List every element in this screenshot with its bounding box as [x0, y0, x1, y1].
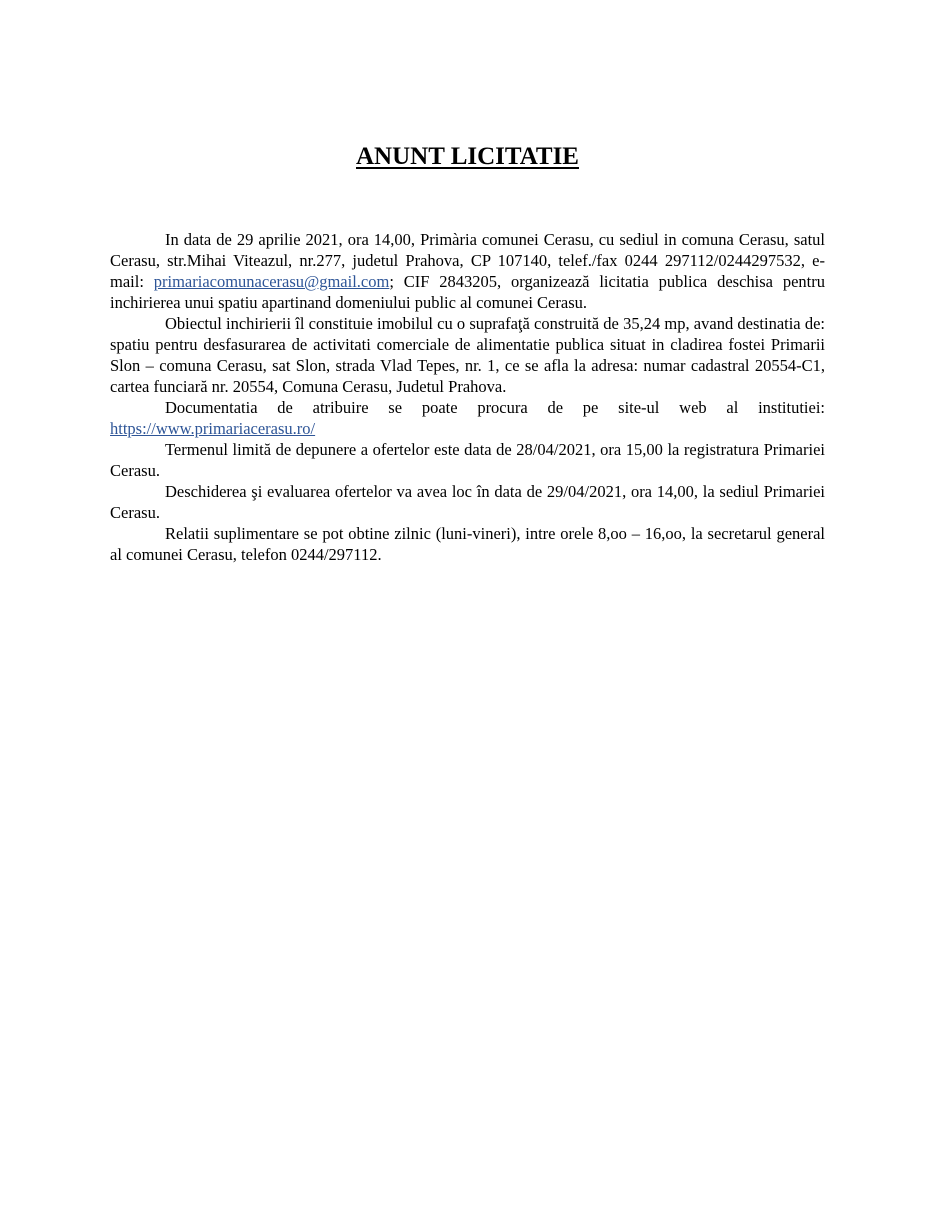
paragraph-deadline: Termenul limită de depunere a ofertelor este data de 28/04/2021, ora 15,00 la registratura Primariei Cerasu.	[110, 440, 825, 480]
title-text: ANUNT LICITATIE	[356, 143, 579, 170]
paragraph-announcement-intro: In data de 29 aprilie 2021, ora 14,00, Primària comunei Cerasu, cu sediul in comuna Cerasu, satul Cerasu, str.Mihai Viteazul, nr.277, judetul Prahova, CP 107140, telef./fax 0244 297112/0244297532, e-mail:	[110, 230, 825, 291]
paragraph-documentation-text: Documentatia de atribuire se poate procura de pe site-ul web al institutiei:	[165, 398, 825, 417]
website-link[interactable]: https://www.primariacerasu.ro/	[110, 419, 316, 438]
paragraph-announcement	[110, 229, 825, 313]
email-link[interactable]: primariacomunacerasu@gmail.com	[153, 272, 390, 291]
document-body	[110, 229, 825, 565]
paragraph-announcement-rest: ; CIF 2843205, organizează licitatia publica deschisa pentru inchirierea unui spatiu apartinand domeniului public al comunei Cerasu.	[110, 272, 825, 312]
document-title	[0, 141, 935, 173]
paragraph-documentation	[110, 397, 825, 439]
paragraph-opening: Deschiderea şi evaluarea ofertelor va avea loc în data de 29/04/2021, ora 14,00, la sediul Primariei Cerasu.	[110, 482, 825, 522]
paragraph-contact: Relatii suplimentare se pot obtine zilnic (luni-vineri), intre orele 8,oo – 16,oo, la secretarul general al comunei Cerasu, telefon 0244/297112.	[110, 524, 825, 564]
paragraph-object: Obiectul inchirierii îl constituie imobilul cu o suprafaţă construită de 35,24 mp, avand destinatia de: spatiu pentru desfasurarea de activitati comerciale de alimentatie publica situat in cladirea fostei Primarii Slon – comuna Cerasu, sat Slon, strada Vlad Tepes, nr. 1, ce se afla la adresa: numar cadastral 20554-C1, cartea funciară nr. 20554, Comuna Cerasu, Judetul Prahova.	[110, 314, 825, 396]
